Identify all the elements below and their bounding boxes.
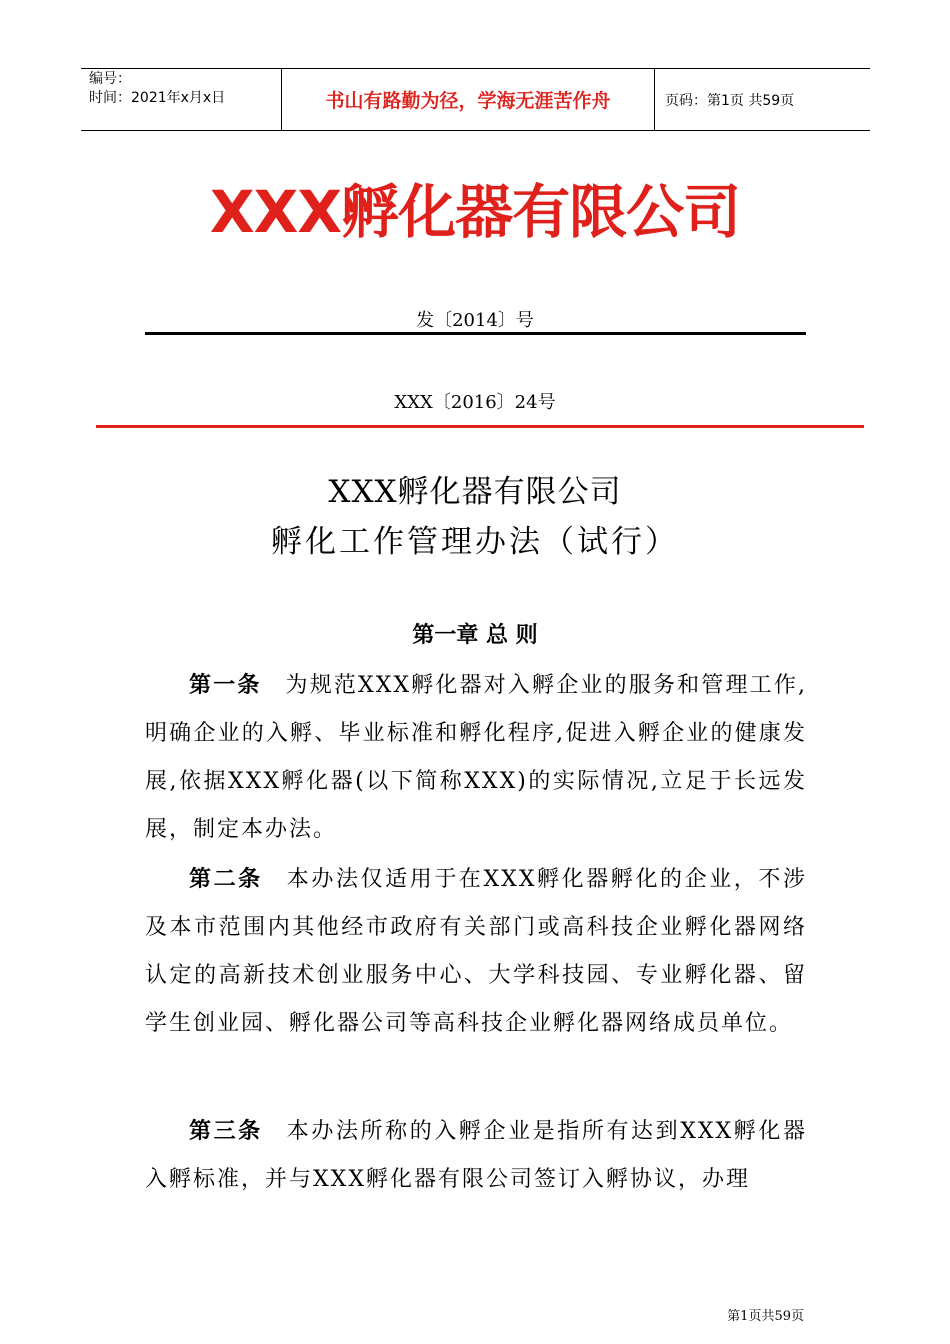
company-letterhead: XXX孵化器有限公司 bbox=[209, 178, 741, 246]
header-meta bbox=[81, 69, 282, 130]
chapter-heading: 第一章 总 则 bbox=[412, 623, 538, 648]
black-divider bbox=[145, 332, 806, 335]
article-3 bbox=[145, 1108, 807, 1204]
document-number-primary: 发〔2014〕号 bbox=[416, 310, 534, 331]
number-label: 编号： bbox=[89, 71, 131, 87]
article-2-label: 第二条 bbox=[189, 867, 263, 892]
header-table bbox=[81, 68, 870, 131]
header-page-info: 页码：第1页 共59页 bbox=[665, 92, 795, 109]
article-2 bbox=[145, 856, 807, 1048]
red-divider bbox=[96, 425, 864, 428]
page-footer: 第1页共59页 bbox=[727, 1309, 804, 1324]
document-title-line2: 孵化工作管理办法（试行） bbox=[271, 524, 679, 560]
header-motto: 书山有路勤为径，学海无涯苦作舟 bbox=[282, 69, 655, 130]
document-title-line1: XXX孵化器有限公司 bbox=[328, 474, 622, 510]
article-1-text: 为规范XXX孵化器对入孵企业的服务和管理工作,明确企业的入孵、毕业标准和孵化程序,促进入孵企业的健康发展,依据XXX孵化器(以下简称XXX)的实际情况,立足于长远发展，制定本办法。 bbox=[145, 673, 807, 842]
document-number-secondary: XXX〔2016〕24号 bbox=[394, 392, 556, 413]
article-3-label: 第三条 bbox=[189, 1119, 263, 1144]
time-label: 时间：2021年x月x日 bbox=[89, 90, 226, 106]
article-3-text: 本办法所称的入孵企业是指所有达到XXX孵化器入孵标准，并与XXX孵化器有限公司签订入孵协议，办理 bbox=[145, 1119, 807, 1192]
article-2-text: 本办法仅适用于在XXX孵化器孵化的企业，不涉及本市范围内其他经市政府有关部门或高科技企业孵化器网络认定的高新技术创业服务中心、大学科技园、专业孵化器、留学生创业园、孵化器公司等高科技企业孵化器网络成员单位。 bbox=[145, 867, 807, 1036]
article-1 bbox=[145, 662, 807, 854]
article-1-label: 第一条 bbox=[189, 673, 262, 698]
